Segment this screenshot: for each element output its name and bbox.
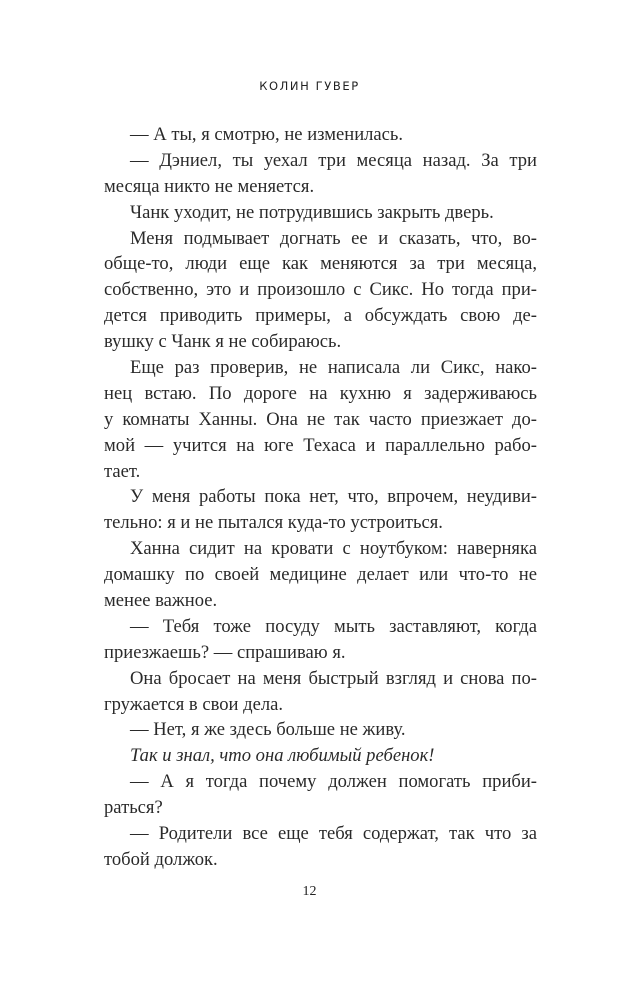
text-line: — А я тогда почему должен помогать приби-: [130, 771, 537, 793]
text-line: приезжаешь? — спрашиваю я.: [104, 641, 346, 663]
text-line: тельно: я и не пытался куда-то устроиться.: [104, 512, 443, 534]
text-line: — Дэниел, ты уехал три месяца назад. За три: [130, 149, 537, 171]
page-number: 12: [302, 884, 317, 899]
running-header: КОЛИН ГУВЕР: [259, 79, 360, 93]
text-line: — Родители все еще тебя содержат, так что за: [130, 823, 537, 845]
paragraph: [104, 226, 537, 355]
paragraph: [104, 666, 537, 718]
paragraph: [104, 769, 537, 821]
text-line: тобой должок.: [104, 848, 218, 870]
text-line: у комнаты Ханны. Она не так часто приезжает до-: [104, 408, 537, 430]
text-line: месяца никто не меняется.: [104, 175, 315, 197]
text-line: Еще раз проверив, не написала ли Сикс, нако-: [130, 357, 537, 379]
text-line: Ханна сидит на кровати с ноутбуком: наверняка: [130, 538, 537, 560]
text-line: Меня подмывает догнать ее и сказать, что, во-: [130, 227, 537, 249]
text-line: мой — учится на юге Техаса и параллельно рабо-: [104, 434, 537, 456]
paragraph: [104, 122, 537, 148]
text-line: Так и знал, что она любимый ребенок!: [130, 745, 435, 767]
text-line: У меня работы пока нет, что, впрочем, неудиви-: [130, 486, 537, 508]
text-line: Чанк уходит, не потрудившись закрыть дверь.: [130, 201, 494, 223]
text-line: нец встаю. По дороге на кухню я задерживаюсь: [104, 382, 537, 404]
paragraph: [104, 355, 537, 484]
text-line: собственно, это и произошло с Сикс. Но тогда при-: [104, 279, 537, 301]
paragraph: [104, 148, 537, 200]
text-line: тает.: [104, 460, 141, 482]
text-line: раться?: [104, 797, 163, 819]
text-line: гружается в свои дела.: [104, 693, 284, 715]
text-line: вушку с Чанк я не собираюсь.: [104, 331, 342, 353]
text-line: обще-то, люди еще как меняются за три месяца,: [104, 253, 537, 275]
text-line: — А ты, я смотрю, не изменилась.: [130, 124, 404, 145]
text-line: домашку по своей медицине делает или что-то не: [104, 564, 537, 586]
paragraph: [104, 536, 537, 614]
italic-paragraph: [104, 743, 537, 769]
paragraph: [104, 821, 537, 873]
paragraph: [104, 614, 537, 666]
text-line: — Тебя тоже посуду мыть заставляют, когда: [130, 615, 537, 637]
text-line: дется приводить примеры, а обсуждать свою де-: [104, 305, 537, 327]
paragraph: [104, 200, 537, 226]
paragraph: [104, 484, 537, 536]
text-line: — Нет, я же здесь больше не живу.: [130, 719, 406, 741]
text-line: Она бросает на меня быстрый взгляд и снова по-: [130, 667, 537, 689]
paragraph: [104, 717, 537, 743]
page-body-text: [104, 122, 537, 873]
text-line: менее важное.: [104, 590, 218, 612]
